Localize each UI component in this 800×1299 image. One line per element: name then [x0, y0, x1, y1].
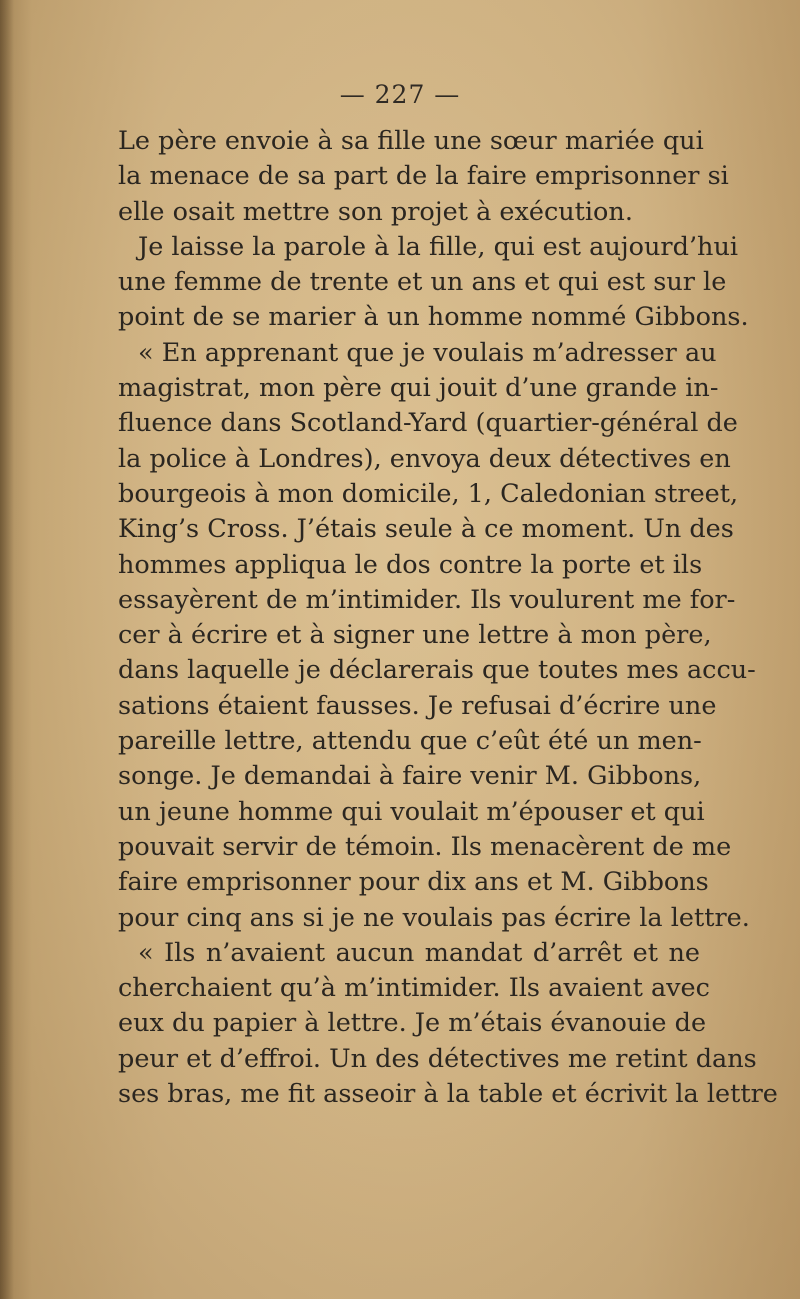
text-line: hommes appliqua le dos contre la porte et ils: [118, 549, 703, 580]
text-line: un jeune homme qui voulait m’épouser et qui: [118, 796, 705, 827]
page-number: — 227 —: [339, 80, 461, 109]
text-line: ses bras, me fit asseoir à la table et écrivit la lettre: [118, 1079, 778, 1110]
body-text: [118, 124, 778, 1112]
text-line: une femme de trente et un ans et qui est sur le: [118, 267, 727, 298]
text-line: faire emprisonner pour dix ans et M. Gibbons: [118, 867, 709, 898]
text-line: fluence dans Scotland-Yard (quartier-général de: [118, 408, 738, 439]
text-line: point de se marier à un homme nommé Gibbons.: [118, 302, 749, 333]
text-line: bourgeois à mon domicile, 1, Caledonian street,: [118, 478, 739, 509]
text-line: sations étaient fausses. Je refusai d’écrire une: [118, 690, 717, 721]
text-line: cer à écrire et à signer une lettre à mon père,: [118, 620, 712, 651]
text-line: songe. Je demandai à faire venir M. Gibbons,: [118, 761, 702, 792]
text-line: pouvait servir de témoin. Ils menacèrent de me: [118, 831, 732, 862]
text-line: peur et d’effroi. Un des détectives me retint dans: [118, 1043, 757, 1074]
text-line: essayèrent de m’intimider. Ils voulurent me for-: [118, 584, 736, 615]
text-line: magistrat, mon père qui jouit d’une grande in-: [118, 373, 719, 404]
text-line: « En apprenant que je voulais m’adresser au: [138, 337, 717, 368]
text-line: la menace de sa part de la faire emprisonner si: [118, 161, 729, 192]
text-line: pour cinq ans si je ne voulais pas écrire la lettre.: [118, 902, 750, 933]
text-line: la police à Londres), envoya deux détectives en: [118, 443, 731, 474]
text-line: King’s Cross. J’étais seule à ce moment. Un des: [118, 514, 734, 545]
text-line: elle osait mettre son projet à exécution.: [118, 196, 633, 227]
text-line: dans laquelle je déclarerais que toutes mes accu-: [118, 655, 756, 686]
page-edge-shadow: [0, 0, 14, 1299]
text-line: eux du papier à lettre. Je m’étais évanouie de: [118, 1008, 707, 1039]
text-line: pareille lettre, attendu que c’eût été un men-: [118, 726, 702, 757]
text-line: Je laisse la parole à la fille, qui est aujourd’hui: [138, 231, 739, 262]
text-line: Le père envoie à sa fille une sœur mariée qui: [118, 126, 704, 156]
text-line: cherchaient qu’à m’intimider. Ils avaient avec: [118, 973, 710, 1004]
text-line: « Ils n’avaient aucun mandat d’arrêt et ne: [138, 937, 700, 968]
